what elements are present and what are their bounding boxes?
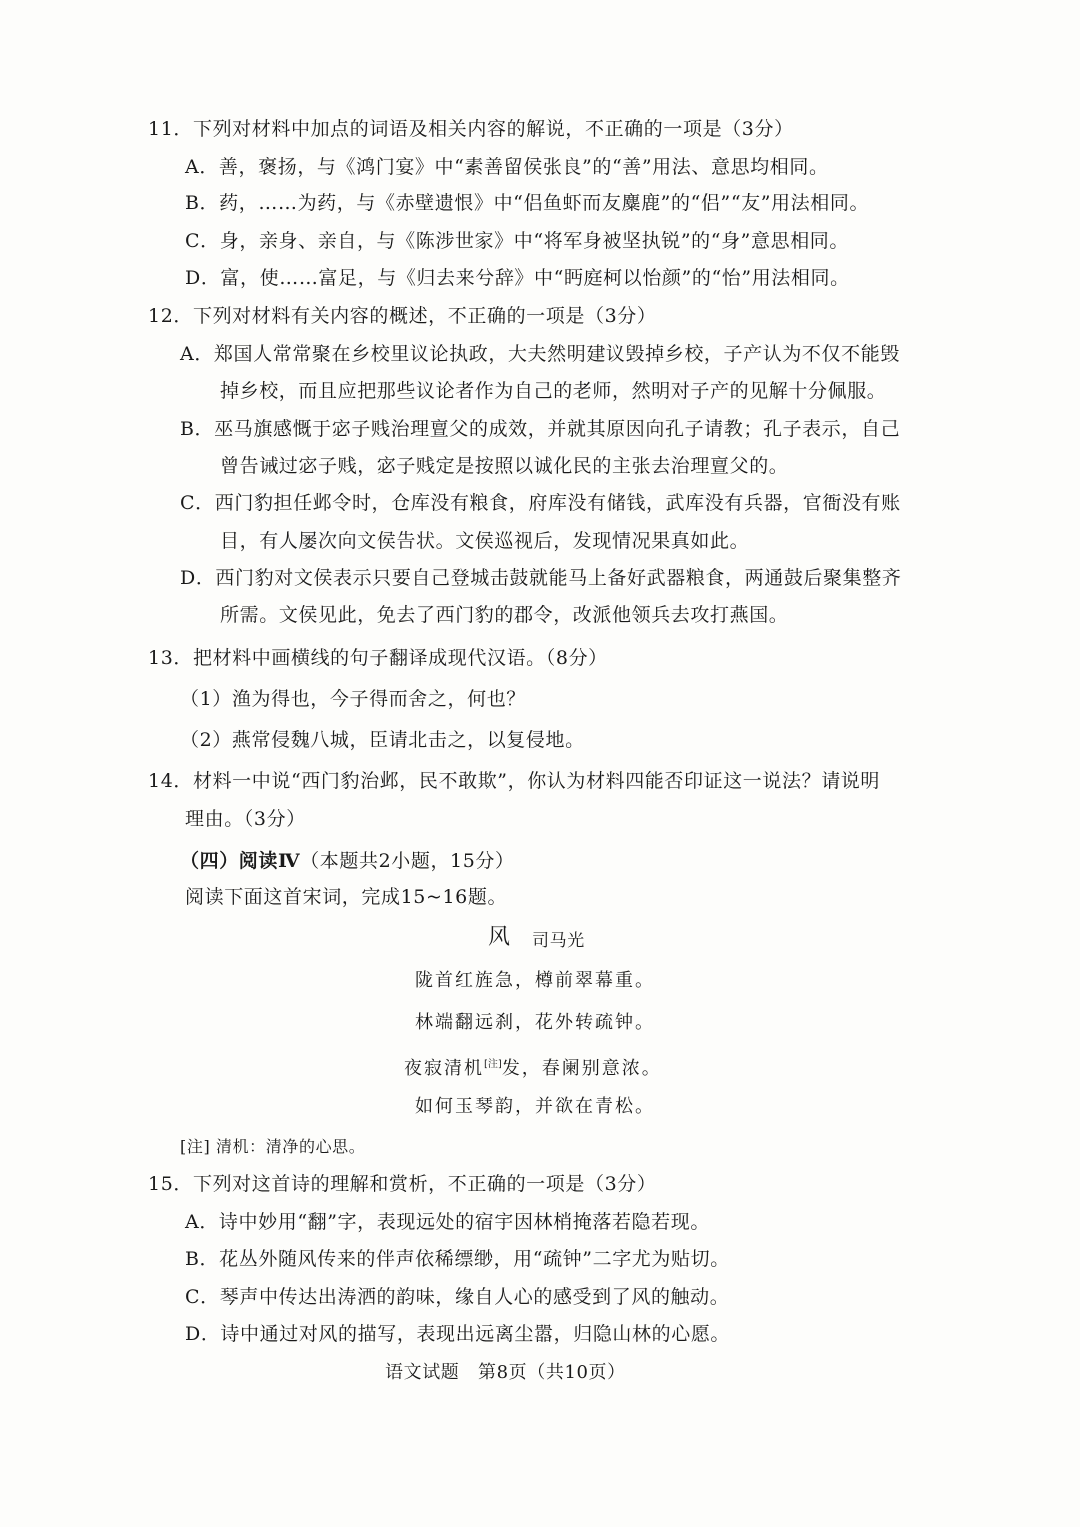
section4-intro: 阅读下面这首宋词，完成15~16题。 — [185, 886, 508, 908]
q15-option-d: D．诗中通过对风的描写，表现出远离尘嚣，归隐山林的心愿。 — [185, 1323, 731, 1345]
q14-line2: 理由。（3分） — [185, 808, 306, 830]
section4-heading-bold: （四）阅读Ⅳ — [180, 850, 301, 872]
q12-option-d-line1: D．西门豹对文侯表示只要自己登城击鼓就能马上备好武器粮食，两通鼓后聚集整齐 — [180, 567, 902, 589]
q12-option-c-line1: C．西门豹担任邺令时，仓库没有粮食，府库没有储钱，武库没有兵器，官衙没有账 — [180, 492, 901, 514]
poem-title: 风 — [488, 925, 511, 950]
poem-note: [注] 清机：清净的心思。 — [180, 1137, 366, 1156]
q11-option-c: C．身，亲身、亲自，与《陈涉世家》中“将军身被坚执锐”的“身”意思相同。 — [185, 230, 849, 252]
q14-line1: 14．材料一中说“西门豹治邺，民不敢欺”，你认为材料四能否印证这一说法？请说明 — [148, 770, 881, 792]
poem-line-3-after: 发，春阑别意浓。 — [501, 1058, 662, 1079]
poem-author: 司马光 — [532, 931, 585, 951]
q12-option-b-line1: B．巫马旗感慨于宓子贱治理亶父的成效，并就其原因向孔子请教；孔子表示，自己 — [180, 418, 901, 440]
poem-note-marker: [注] — [484, 1059, 502, 1070]
section4-heading — [180, 848, 515, 874]
q11-option-d: D．富，使……富足，与《归去来兮辞》中“眄庭柯以怡颜”的“怡”用法相同。 — [185, 267, 850, 289]
poem-line-3 — [404, 1052, 662, 1082]
page-footer: 语文试题 第8页（共10页） — [385, 1362, 626, 1383]
poem-line-4: 如何玉琴韵，并欲在青松。 — [415, 1096, 655, 1117]
poem-line-1: 陇首红旌急，樽前翠幕重。 — [415, 970, 655, 991]
poem-line-3-before: 夜寂清机 — [404, 1058, 484, 1079]
section4-heading-rest: （本题共2小题，15分） — [300, 850, 515, 872]
q11-option-b: B．药，……为药，与《赤壁遗恨》中“侣鱼虾而友麋鹿”的“侣”“友”用法相同。 — [185, 192, 870, 214]
q12-option-a-line1: A．郑国人常常聚在乡校里议论执政，大夫然明建议毁掉乡校，子产认为不仅不能毁 — [180, 343, 900, 365]
q12-stem: 12．下列对材料有关内容的概述，不正确的一项是（3分） — [148, 305, 657, 327]
q12-option-b-line2: 曾告诫过宓子贱，宓子贱定是按照以诚化民的主张去治理亶父的。 — [220, 455, 789, 477]
q13-item-1: （1）渔为得也，今子得而舍之，何也？ — [180, 688, 526, 710]
q13-item-2: （2）燕常侵魏八城，臣请北击之，以复侵地。 — [180, 729, 585, 751]
q15-option-c: C．琴声中传达出涛洒的韵味，缘自人心的感受到了风的触动。 — [185, 1286, 730, 1308]
q11-option-a: A．善，褒扬，与《鸿门宴》中“素善留侯张良”的“善”用法、意思均相同。 — [185, 156, 829, 178]
q15-option-a: A．诗中妙用“翻”字，表现远处的宿宇因林梢掩落若隐若现。 — [185, 1211, 710, 1233]
q13-stem: 13．把材料中画横线的句子翻译成现代汉语。（8分） — [148, 647, 608, 669]
q11-stem: 11．下列对材料中加点的词语及相关内容的解说，不正确的一项是（3分） — [148, 118, 794, 140]
q15-option-b: B．花丛外随风传来的伴声依稀缥缈，用“疏钟”二字尤为贴切。 — [185, 1248, 730, 1270]
poem-line-2: 林端翻远刹，花外转疏钟。 — [415, 1012, 655, 1033]
q15-stem: 15．下列对这首诗的理解和赏析，不正确的一项是（3分） — [148, 1173, 657, 1195]
q12-option-c-line2: 目，有人屡次向文侯告状。文侯巡视后，发现情况果真如此。 — [220, 530, 750, 552]
q12-option-d-line2: 所需。文侯见此，免去了西门豹的郡令，改派他领兵去攻打燕国。 — [220, 604, 789, 626]
q12-option-a-line2: 掉乡校，而且应把那些议论者作为自己的老师，然明对子产的见解十分佩服。 — [220, 380, 887, 402]
